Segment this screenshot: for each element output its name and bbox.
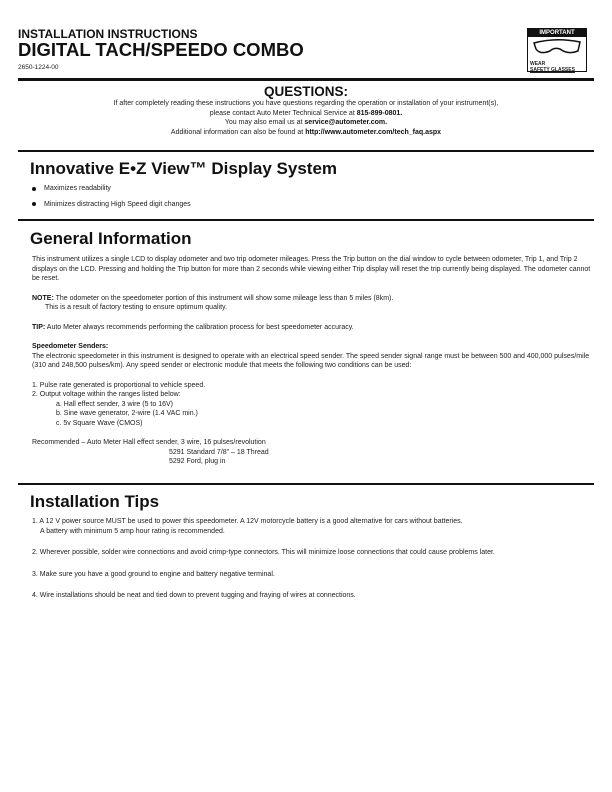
list-item: 4. Wire installations should be neat and tied down to prevent tugging and fraying of wires at connections. xyxy=(32,592,356,599)
ezview-heading: Innovative E•Z View™ Display System xyxy=(30,159,338,178)
bullet-item: Minimizes distracting High Speed digit changes xyxy=(32,200,191,210)
safety-glasses-badge xyxy=(527,28,587,72)
list-item: 5291 Standard 7/8" – 18 Thread xyxy=(169,448,269,456)
list-item: 2. Wherever possible, solder wire connections and avoid crimp-type connectors. This will minimize loose connections that could cause problems later. xyxy=(32,549,495,556)
tips-heading: Installation Tips xyxy=(30,492,160,511)
list-item: 1. Pulse rate generated is proportional to vehicle speed. xyxy=(32,381,206,389)
bullet-icon xyxy=(32,187,36,191)
phone-number: 815-899-0801. xyxy=(356,109,403,117)
safety-glasses-icon xyxy=(528,37,585,57)
list-item: 2. Output voltage within the ranges listed below: xyxy=(32,391,181,398)
list-item: 5292 Ford, plug in xyxy=(169,458,226,465)
list-item: a. Hall effect sender, 3 wire (5 to 16V) xyxy=(56,400,173,408)
general-heading: General Information xyxy=(30,229,192,248)
doc-subtitle: INSTALLATION INSTRUCTIONS xyxy=(18,27,198,41)
list-item: b. Sine wave generator, 2-wire (1.4 VAC min.) xyxy=(56,410,198,417)
email-link[interactable]: service@autometer.com. xyxy=(304,119,388,126)
divider xyxy=(18,483,594,485)
list-item: 1. A 12 V power source MUST be used to power this speedometer. A 12V motorcycle battery is a good alternative for cars without batteries. xyxy=(32,518,463,525)
divider xyxy=(18,78,594,81)
list-item: c. 5v Square Wave (CMOS) xyxy=(56,419,143,427)
badge-bottom: WEAR SAFETY GLASSES xyxy=(530,61,575,73)
questions-text: If after completely reading these instructions you have questions regarding the operation or installation of your instrument(s), please contact Auto Meter Technical Service at 815-899-0801. You may also email us at service@autometer.com. Additional information can also be found at http://www.autometer.com/tech_faq.aspx xyxy=(113,100,499,136)
doc-title: DIGITAL TACH/SPEEDO COMBO xyxy=(18,39,304,60)
questions-heading: QUESTIONS: xyxy=(263,84,348,99)
bullet-item: Maximizes readability xyxy=(32,184,191,194)
tips-list xyxy=(32,517,594,601)
list-item: 3. Make sure you have a good ground to engine and battery negative terminal. xyxy=(32,570,275,578)
bullet-icon xyxy=(32,202,36,206)
divider xyxy=(18,219,594,221)
part-number: 2650-1224-00 xyxy=(18,64,59,71)
ezview-bullets xyxy=(32,184,191,209)
recommended: Recommended – Auto Meter Hall effect sender, 3 wire, 16 pulses/revolution xyxy=(32,439,266,446)
general-body: This instrument utilizes a single LCD to display odometer and two trip odometer mileages. Press the Trip button on the dial window to cycle between odometer, Trip 1, and Trip 2 displays on the LCD. Pressing and holding the Trip button for more than 2 seconds while viewing either Trip display will reset the trip currently being displayed. The odometer cannot be reset. NOTE: The odometer on the speedometer portion of this instrument will show some mileage less than 5 miles (8km). This is a result of factory testing to ensure optimum quality. TIP: Auto Meter always recommends performing the calibration process for best speedometer accuracy. Speedometer Senders: The electronic speedometer in this instrument is designed to operate with an electrical speed sender. The speed sender signal range must be between 500 and 400,000 pulses/mile (310 and 248,500 pulses/km). Any speed sender or electronic module that meets the following two conditions can be used: 1. Pulse rate generated is proportional to vehicle speed. 2. Output voltage within the ranges listed below: a. Hall effect sender, 3 wire (5 to 16V) b. Sine wave generator, 2-wire (1.4 VAC min.) c. 5v Square Wave (CMOS) Recommended – Auto Meter Hall effect sender, 3 wire, 16 pulses/revolution 5291 Standard 7/8" – 18 Thread 5292 Ford, plug in xyxy=(32,255,594,467)
badge-top: IMPORTANT xyxy=(528,29,586,37)
divider xyxy=(18,150,594,152)
list-item: A battery with minimum 5 amp hour rating is recommended. xyxy=(40,527,225,535)
faq-link[interactable]: http://www.autometer.com/tech_faq.aspx xyxy=(305,128,442,136)
